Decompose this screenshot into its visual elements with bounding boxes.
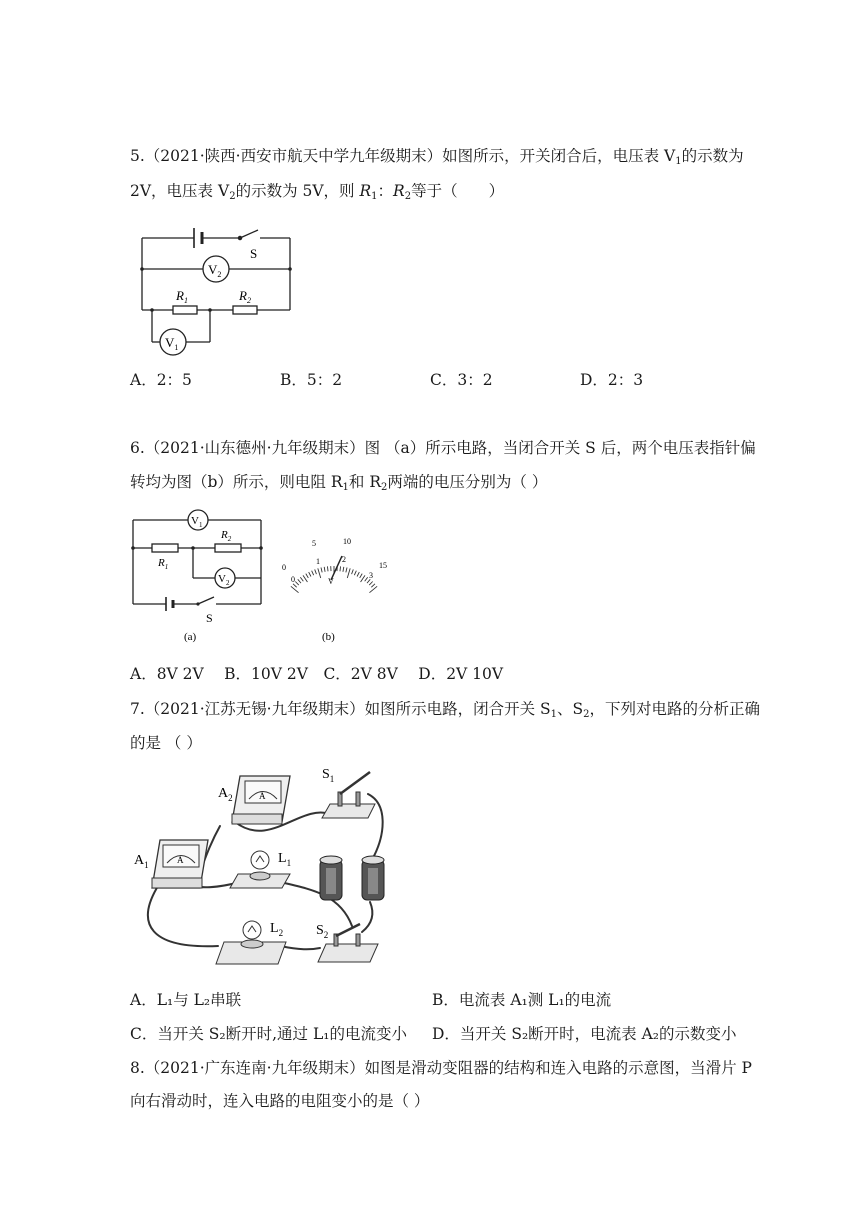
q6-dial-tick — [347, 568, 350, 578]
q6-r2-label: $R_2$ — [221, 529, 232, 543]
q6-dial-tick — [300, 577, 303, 581]
q6-dial-tick — [354, 571, 356, 576]
q6-dial-tick — [340, 566, 341, 571]
q6-dial-tick — [352, 569, 354, 574]
svg-text:A: A — [177, 855, 184, 865]
q7-stem-line2: 的是 （ ） — [130, 734, 202, 752]
q5-option-d[interactable]: D．2：3 — [580, 371, 644, 389]
q5-r2-label: $R_2$ — [239, 288, 251, 305]
q5-option-b[interactable]: B．5：2 — [280, 371, 343, 389]
q6-circuit-diagram-a — [128, 506, 268, 646]
q6-stem-line2: 转均为图（b）所示，则电阻 $R_1$和 $R_2$两端的电压分别为（ ） — [130, 473, 548, 493]
q6-dial-tick — [298, 579, 301, 583]
q7-battery-cells — [320, 856, 384, 900]
q6-dial-tick — [361, 575, 365, 582]
q6-dial-tick — [327, 566, 328, 571]
q6-upper-tick-10: 10 — [343, 537, 351, 546]
q5-v2-label: $V_2$ — [208, 262, 222, 279]
q6-dial-tick — [360, 574, 363, 578]
q6-lower-tick-1: 1 — [316, 557, 320, 566]
q5-circuit-diagram — [130, 222, 300, 357]
q6-caption-b: (b) — [322, 631, 335, 643]
q7-ammeter-a1 — [152, 840, 208, 888]
q5-option-c[interactable]: C．3：2 — [430, 371, 493, 389]
q6-lower-tick-3: 3 — [369, 571, 373, 580]
q7-option-d[interactable]: D．当开关 S₂断开时，电流表 A₂的示数变小 — [432, 1025, 737, 1043]
q6-dial-tick — [371, 584, 375, 587]
q6-dial-tick — [291, 586, 299, 592]
q6-v1-label: $V_1$ — [191, 515, 203, 529]
svg-text:A: A — [259, 791, 266, 801]
q6-dial-tick — [293, 584, 297, 587]
q7-l2-label: $L_2$ — [270, 921, 284, 938]
q7-a2-label: $A_2$ — [218, 786, 233, 803]
q6-dial-tick — [357, 572, 359, 576]
q7-ammeter-a2 — [232, 776, 290, 824]
q6-dial-tick — [303, 575, 307, 582]
q6-upper-tick-5: 5 — [312, 539, 316, 548]
q6-voltmeter-dial-b — [276, 530, 396, 646]
q5-stem-line2: 2V，电压表 $V_2$的示数为 5V，则 $R_1$：$R_2$等于（ ） — [130, 182, 505, 202]
q6-dial-tick — [315, 569, 317, 574]
q6-dial-tick — [369, 586, 377, 592]
q6-r1-label: $R_1$ — [158, 557, 169, 571]
q6-dial-tick — [343, 567, 344, 572]
q7-option-b[interactable]: B．电流表 A₁测 L₁的电流 — [432, 991, 612, 1009]
q6-v2-label: $V_2$ — [218, 573, 230, 587]
q7-l1-label: $L_1$ — [278, 851, 292, 868]
q5-r1-label: $R_1$ — [176, 288, 188, 305]
q6-switch-label: S — [206, 611, 213, 625]
q5-stem-line1: 5.（2021·陕西·西安市航天中学九年级期末）如图所示，开关闭合后，电压表 $V_1$的示数为 — [130, 147, 744, 167]
q8-stem-line2: 向右滑动时，连入电路的电阻变小的是（ ） — [130, 1092, 430, 1110]
q7-stem-line1: 7.（2021·江苏无锡·九年级期末）如图所示电路，闭合开关 $S_1$、$S_2$，下列对电路的分析正确 — [130, 700, 761, 720]
q6-dial-tick — [318, 568, 321, 578]
q6-dial-unit: V — [328, 577, 334, 586]
q6-dial-tick — [306, 574, 309, 578]
q7-circuit-photo — [130, 764, 390, 976]
q6-dial-tick — [312, 571, 314, 576]
q6-lower-tick-2: 2 — [342, 555, 346, 564]
q6-dial-tick — [309, 572, 311, 576]
q6-stem-line1: 6.（2021·山东德州·九年级期末）图 （a）所示电路，当闭合开关 S 后，两个电压表指针偏 — [130, 439, 756, 457]
q6-lower-tick-0: 0 — [291, 575, 295, 584]
q7-s1-label: $S_1$ — [322, 767, 335, 784]
q6-dial-tick — [324, 567, 325, 572]
q5-option-a[interactable]: A．2：5 — [130, 371, 192, 389]
q8-stem-line1: 8.（2021·广东连南·九年级期末）如图是滑动变阻器的结构和连入电路的示意图，当滑片 P — [130, 1059, 752, 1077]
q7-s2-label: $S_2$ — [316, 923, 329, 940]
q6-upper-tick-0: 0 — [282, 563, 286, 572]
q6-caption-a: (a) — [184, 631, 197, 643]
q6-dial-tick — [369, 582, 372, 586]
q7-option-a[interactable]: A．L₁与 L₂串联 — [130, 991, 242, 1009]
q6-dial-tick — [295, 582, 298, 586]
q5-switch-label: S — [250, 246, 258, 261]
q5-v1-label: $V_1$ — [165, 335, 179, 352]
q6-dial-tick — [365, 577, 368, 581]
q7-option-c[interactable]: C．当开关 S₂断开时,通过 L₁的电流变小 — [130, 1025, 407, 1043]
q6-upper-tick-15: 15 — [379, 561, 387, 570]
q7-a1-label: $A_1$ — [134, 853, 149, 870]
q6-options[interactable]: A．8V 2V B．10V 2V C．2V 8V D．2V 10V — [130, 665, 504, 683]
q6-dial-tick — [321, 568, 322, 573]
q6-dial-tick — [346, 568, 347, 573]
